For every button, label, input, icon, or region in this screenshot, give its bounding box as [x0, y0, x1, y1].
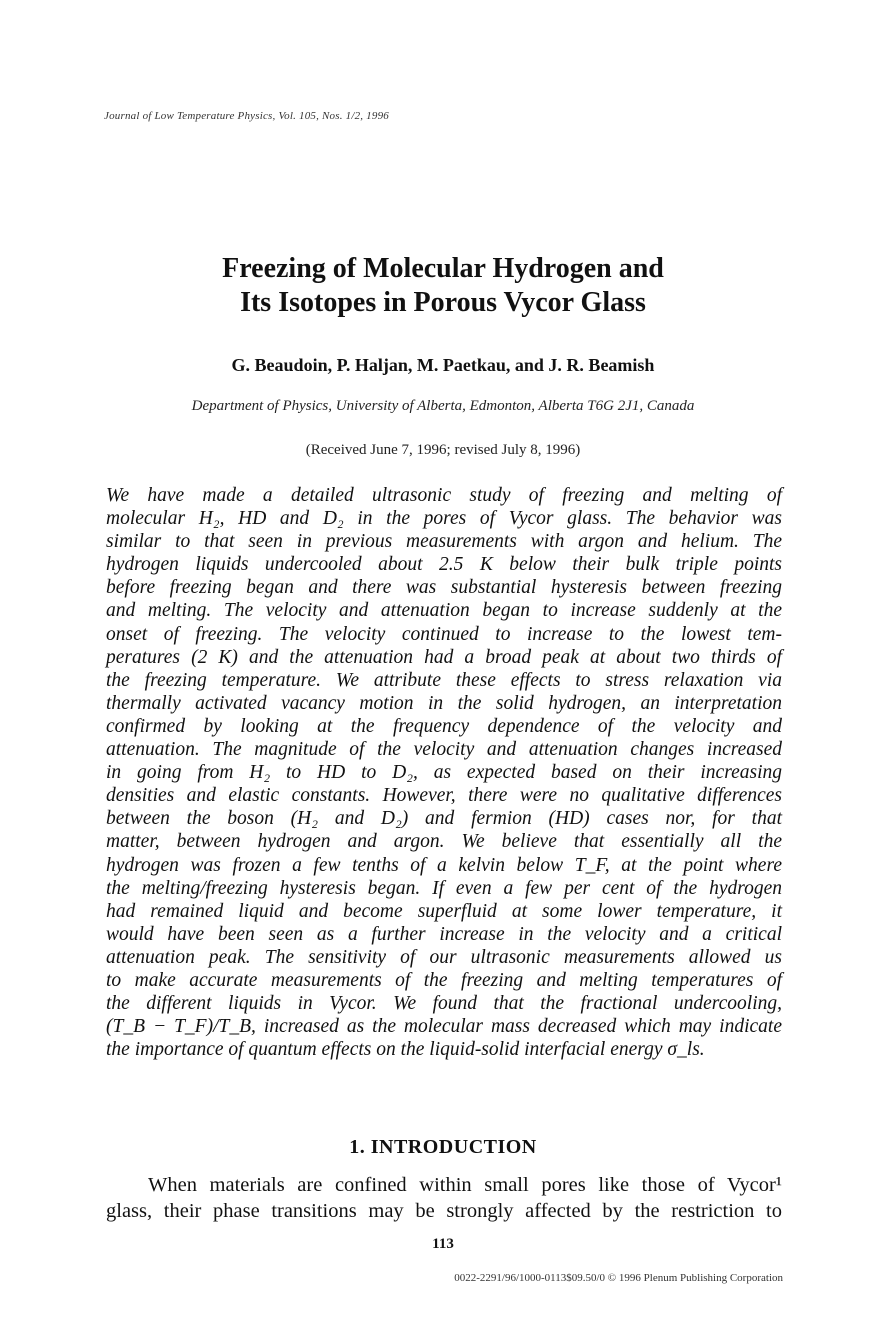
abstract-line: would have been seen as a further increase in the velocity and a critical	[106, 923, 782, 945]
abstract-line: molecular H₂, HD and D₂ in the pores of Vycor glass. The behavior was	[106, 508, 782, 530]
abstract-line: hydrogen liquids undercooled about 2.5 K below their bulk triple points	[106, 554, 782, 576]
abstract-line: in going from H₂ to HD to D₂, as expected based on their increasing	[106, 762, 782, 784]
abstract-line: the importance of quantum effects on the liquid-solid interfacial energy σ_ls.	[106, 1039, 705, 1061]
abstract-line: and melting. The velocity and attenuation began to increase suddenly at the	[106, 600, 782, 622]
abstract-line: the freezing temperature. We attribute these effects to stress relaxation via	[106, 669, 782, 691]
abstract-line: hydrogen was frozen a few tenths of a kelvin below T_F, at the point where	[106, 854, 782, 876]
abstract-line: had remained liquid and become superfluid at some lower temperature, it	[106, 900, 782, 922]
abstract-line: thermally activated vacancy motion in the solid hydrogen, an interpretation	[106, 692, 782, 714]
abstract-line: densities and elastic constants. However, there were no qualitative differences	[106, 785, 782, 807]
abstract-line: matter, between hydrogen and argon. We believe that essentially all the	[106, 831, 782, 853]
abstract	[106, 484, 782, 1061]
introduction-text	[106, 1172, 782, 1224]
abstract-line: between the boson (H₂ and D₂) and fermion (HD) cases nor, for that	[106, 808, 782, 830]
abstract-line: (T_B − T_F)/T_B, increased as the molecular mass decreased which may indicate	[106, 1016, 782, 1038]
intro-line: glass, their phase transitions may be strongly affected by the restriction to	[106, 1200, 782, 1222]
copyright-footer: 0022-2291/96/1000-0113$09.50/0 © 1996 Plenum Publishing Corporation	[454, 1272, 783, 1284]
affiliation: Department of Physics, University of Alberta, Edmonton, Alberta T6G 2J1, Canada	[191, 398, 695, 414]
journal-header: Journal of Low Temperature Physics, Vol. 105, Nos. 1/2, 1996	[104, 110, 389, 122]
abstract-line: peratures (2 K) and the attenuation had a broad peak at about two thirds of	[106, 646, 782, 668]
abstract-line: onset of freezing. The velocity continued to increase to the lowest tem-	[106, 623, 782, 645]
abstract-line: confirmed by looking at the frequency dependence of the velocity and	[106, 715, 782, 737]
abstract-line: to make accurate measurements of the freezing and melting temperatures of	[106, 969, 782, 991]
paper-title	[0, 252, 886, 320]
intro-line: When materials are confined within small pores like those of Vycor¹	[148, 1174, 782, 1196]
section-heading: 1. INTRODUCTION	[349, 1136, 537, 1158]
abstract-line: the melting/freezing hysteresis began. If even a few per cent of the hydrogen	[106, 877, 782, 899]
authors: G. Beaudoin, P. Haljan, M. Paetkau, and J. R. Beamish	[231, 355, 655, 375]
abstract-line: attenuation. The magnitude of the velocity and attenuation changes increased	[106, 739, 782, 761]
abstract-line: similar to that seen in previous measurements with argon and helium. The	[106, 531, 782, 553]
abstract-line: the different liquids in Vycor. We found that the fractional undercooling,	[106, 993, 782, 1015]
title-line-2: Its Isotopes in Porous Vycor Glass	[240, 287, 646, 318]
abstract-line: We have made a detailed ultrasonic study of freezing and melting of	[106, 485, 782, 506]
received-date: (Received June 7, 1996; revised July 8, 1996)	[305, 442, 581, 458]
abstract-line: before freezing began and there was substantial hysteresis between freezing	[106, 577, 782, 599]
title-line-1: Freezing of Molecular Hydrogen and	[222, 253, 664, 284]
abstract-line: attenuation peak. The sensitivity of our ultrasonic measurements allowed us	[106, 946, 782, 968]
page-number: 113	[432, 1236, 454, 1252]
